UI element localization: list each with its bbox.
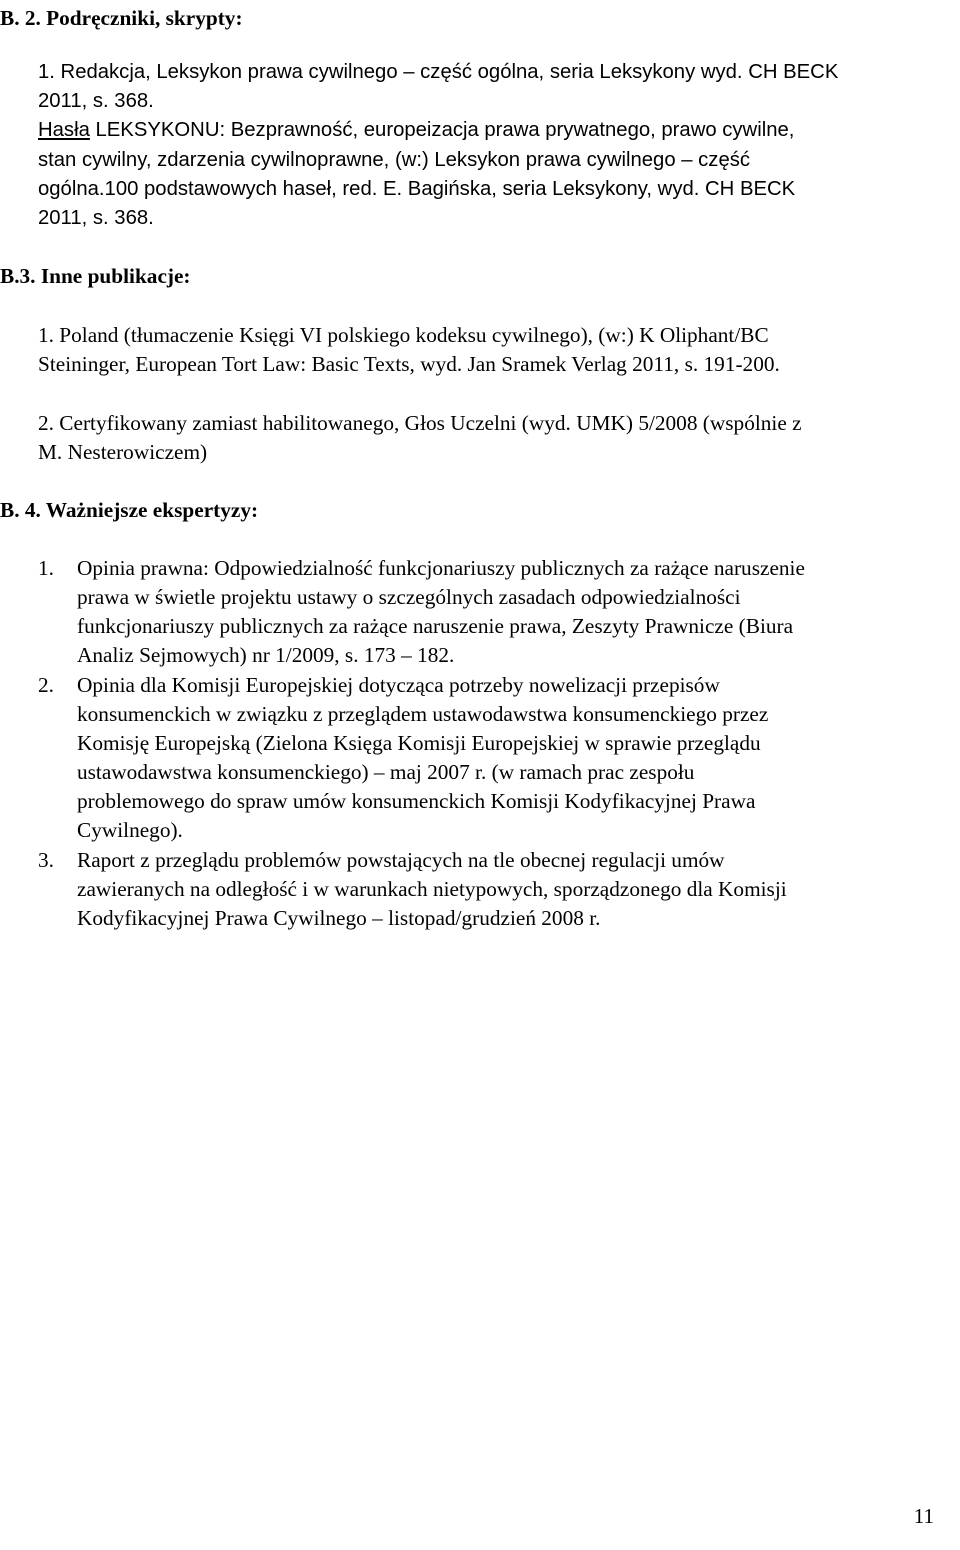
page-number: 11: [913, 1504, 934, 1528]
b4-item-3-line: zawieranych na odległość i w warunkach nietypowych, sporządzonego dla Komisji: [77, 877, 787, 901]
b4-item-2-line: problemowego do spraw umów konsumenckich Komisji Kodyfikacyjnej Prawa: [77, 789, 756, 813]
b4-item-2-line: ustawodawstwa konsumenckiego) – maj 2007 r. (w ramach prac zespołu: [77, 760, 695, 784]
b4-item-2-number: 2.: [38, 673, 54, 697]
b4-item-2-line: Opinia dla Komisji Europejskiej dotycząca potrzeby nowelizacji przepisów: [77, 673, 720, 697]
link-hasla[interactable]: Hasła: [38, 119, 90, 141]
b3-item-1-line-1: 1. Poland (tłumaczenie Księgi VI polskiego kodeksu cywilnego), (w:) K Oliphant/BC: [38, 323, 769, 347]
b4-item-1-line: prawa w świetle projektu ustawy o szczególnych zasadach odpowiedzialności: [77, 585, 741, 609]
b2-line-5: ogólna.100 podstawowych haseł, red. E. Bagińska, seria Leksykony, wyd. CH BECK: [38, 178, 796, 200]
b4-item-3-line: Kodyfikacyjnej Prawa Cywilnego – listopad/grudzień 2008 r.: [77, 906, 601, 930]
section-heading-b2: B. 2. Podręczniki, skrypty:: [0, 6, 243, 30]
section-heading-b3: B.3. Inne publikacje:: [0, 264, 191, 288]
b4-item-2-line: Komisję Europejską (Zielona Księga Komisji Europejskiej w sprawie przeglądu: [77, 731, 761, 755]
b2-line-2: 2011, s. 368.: [38, 90, 154, 112]
b4-item-3-line: Raport z przeglądu problemów powstających na tle obecnej regulacji umów: [77, 848, 725, 872]
section-heading-b4: B. 4. Ważniejsze ekspertyzy:: [0, 498, 259, 522]
b2-line-3-text: LEKSYKONU: Bezprawność, europeizacja prawa prywatnego, prawo cywilne,: [89, 119, 795, 141]
b2-line-1: 1. Redakcja, Leksykon prawa cywilnego – część ogólna, seria Leksykony wyd. CH BECK: [38, 61, 839, 83]
b4-item-1-number: 1.: [38, 556, 54, 580]
b2-line-6: 2011, s. 368.: [38, 207, 154, 229]
b4-item-2-line: konsumenckich w związku z przeglądem ustawodawstwa konsumenckiego przez: [77, 702, 769, 726]
b4-item-1-line: funkcjonariuszy publicznych za rażące naruszenie prawa, Zeszyty Prawnicze (Biura: [77, 614, 794, 638]
b3-item-2-line-1: 2. Certyfikowany zamiast habilitowanego, Głos Uczelni (wyd. UMK) 5/2008 (wspólnie z: [38, 411, 802, 435]
b3-item-2-line-2: M. Nesterowiczem): [38, 440, 208, 464]
b2-line-3: [38, 116, 794, 145]
b2-line-4: stan cywilny, zdarzenia cywilnoprawne, (w:) Leksykon prawa cywilnego – część: [38, 149, 751, 171]
b4-item-2-line: Cywilnego).: [77, 818, 183, 842]
b4-item-1-line: Opinia prawna: Odpowiedzialność funkcjonariuszy publicznych za rażące naruszenie: [77, 556, 805, 580]
b4-item-1-line: Analiz Sejmowych) nr 1/2009, s. 173 – 182.: [77, 643, 455, 667]
b4-item-3-number: 3.: [38, 848, 54, 872]
b3-item-1-line-2: Steininger, European Tort Law: Basic Texts, wyd. Jan Sramek Verlag 2011, s. 191-200.: [38, 352, 780, 376]
